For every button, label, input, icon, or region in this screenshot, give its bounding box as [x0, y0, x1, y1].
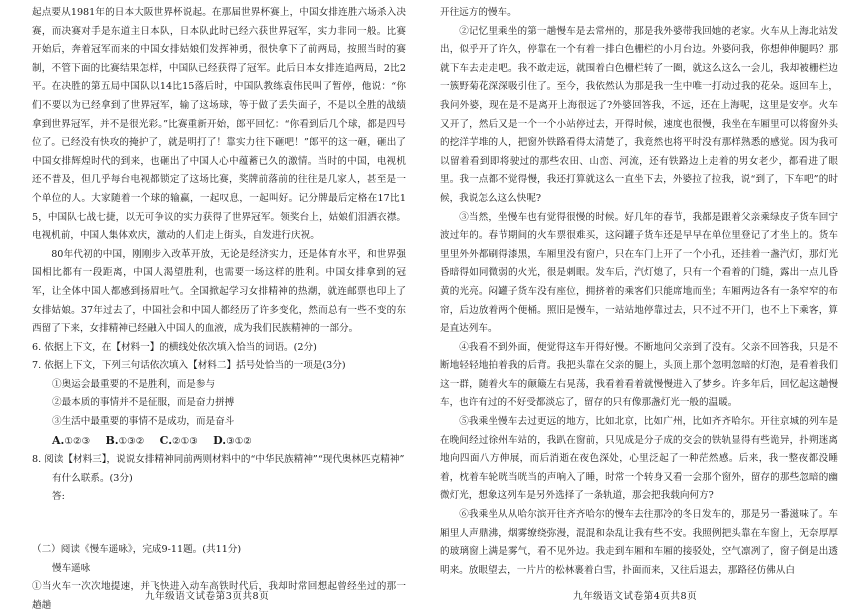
- story-paragraph-1: ①当火车一次次地提速，并飞快进入动车高铁时代后，我却时常回想起曾经坐过的那一趟趟: [32, 581, 406, 611]
- story-paragraph-5: ⑤我乘坐慢车去过更远的地方，比如北京，比如广州，比如齐齐哈尔。开往京城的列车是在晚间经过徐州车站的，我趴在窗前，只见成是分子成的交会的铁轨显得有些诡异，扑朔迷离地向四面八方伸展，而后消逝在夜色深处，心里泛起了一种茫然感。后来，我一整夜都没睡着，枕着车轮咣当咣当的声响入了睡，时常一个转身又看一会那个窗外，留存的那些忽暗的幽微灯光，想象这列车是另外选择了一条轨道，那会把我载向何方?: [440, 416, 838, 502]
- choice-a-text: ①②③: [64, 435, 91, 447]
- choice-c-letter: C.: [159, 433, 173, 447]
- choice-a-letter: A.: [52, 433, 65, 447]
- story-paragraph-3: ③当然，坐慢车也有觉得很慢的时候。好几年的春节，我都是跟着父亲乘绿皮子货车回宁波过年的。春节期间的火车票很难买，这闷罐子货车还是早早在单位里登记了才坐上的。货车里里外外都刷得漆黑，车厢里没有窗户，只在车门上开了一个小孔，还挂着一盏汽灯，那灯光昏暗得如同微弱的火光，很是刺眼。发车后，汽灯熄了，只有一个看着的门缝，露出一点儿昏黄的光亮。闷罐子货车没有座位，拥挤着的乘客们只能席地而坐；车厢两边各有一条窄窄的布帘，后边放着两个便桶。照旧是慢车，一站站地停靠过去，只不过不开门，也不上下乘客，算是直达列车。: [440, 211, 838, 335]
- story-paragraph-2: ②记忆里乘坐的第一趟慢车是去常州的，那是我外婆带我回她的老家。火车从上海北站发出，似乎开了许久，停靠在一个有着一排白色栅栏的小月台边。外婆问我，你想伸伸腿吗？那就下车去走走吧。我不敢走远，就围着白色栅栏转了一圈，就这么这么一会儿，我却被栅栏边一簇野菊花深深吸引住了。至今，我依然认为那是我一生中唯一打动过我的花朵。返回车上，我问外婆，现在是不是离开上海很远了?外婆回答我，不远，还在上海呢，这里是安亭。火车又开了，然后又是一个一个小站停过去，开得时候，速度也很慢，我坐在车厢里可以将窗外头的挖洋芋堆的人，把窗外铁路看得太清楚了，我竟然也将平时没有那样熟悉的感觉。因为我可以留着看到即将驶过的那些农田、山峦、河流，还有铁路边上走着的男女老少，都看进了眼里。我一点都不觉得慢，我还打算就这么一直坐下去，外婆拉了拉我，说“到了，下车吧”的时候，我说怎么这么快呢?: [440, 25, 838, 204]
- question-7: 7. 依据上下文，下列三句话依次填入【材料二】括号处恰当的一项是(3分): [32, 360, 346, 372]
- page-footer-right: 九年级语文试卷第4页共8页: [573, 591, 698, 602]
- story-paragraph-6: ⑥我乘坐从从哈尔滨开往齐齐哈尔的慢车去往那冷的冬日发车的，那是另一番滋味了。车厢里人声鼎沸，烟雾缭绕弥漫，混混和杂乱让我有些不安。我照例把头靠在车窗上，无奈厚厚的玻璃窗上满是雾气，看不见外边。我走到车厢和车厢的接驳处，空气凛冽了，窗子倒是出透明来。放眼望去，一片片的松林裹着白雪，扑面而来，又往后退去，那路径仿佛从白: [440, 509, 838, 576]
- page-footer-left: 九年级语文试卷第3页共8页: [145, 591, 270, 602]
- question-8-cont: 有什么联系。(3分): [52, 472, 133, 484]
- q7-choices: [32, 432, 406, 452]
- q7-option-1: ①奥运会最重要的不是胜利，而是参与: [52, 378, 216, 390]
- question-8: 8. 阅读【材料三】，说说女排精神同前两则材料中的“中华民族精神”“现代奥林匹克精神”: [32, 454, 405, 466]
- choice-b-letter: B.: [105, 433, 119, 447]
- left-page: [0, 0, 430, 611]
- choice-b-text: ①③②: [118, 435, 145, 447]
- story-paragraph-4: ④我看不到外面，便觉得这车开得好慢。不断地问父亲到了没有。父亲不回答我，只是不断地轻轻地拍着我的后背。我把头靠在父亲的腿上，头顶上那个忽明忽暗的灯泡，是看着我们这一群，随着火车的颠簸左右晃荡，我看着看着就慢慢进入了梦乡。许多年后，回忆起这趟慢车，也许有过的不好受都淡忘了，留存的只有像那盏灯光一般的温暖。: [440, 341, 838, 409]
- question-6: 6. 依据上下文，在【材料一】的横线处依次填入恰当的词语。(2分): [32, 341, 317, 353]
- q7-option-2: ②最本质的事情并不是征服，而是奋力拼搏: [52, 397, 235, 409]
- choice-c-text: ②①③: [172, 435, 198, 447]
- story-continued: 开往远方的慢车。: [440, 7, 517, 18]
- material-paragraph-1: 起点要从1981年的日本大阪世界杯说起。在那届世界杯赛上，中国女排连胜六场杀入决赛，而决赛对手是东道主日本队，日本队此时已经六获世界冠军，实力非同一般。比赛开始后，奔着冠军而来的中国女排姑娘们发挥神勇，很快拿下了前两局，按照当时的赛制，不管下面的比赛结果怎样，中国队已经获得了冠军。此后日本女排连追两局，2比2平。在决胜的第五局中国队以14比15落后时，中国队教练袁伟民叫了暂停，他说：“你们不要以为已经拿到了世界冠军，输了这场球，等于做了丢失面子，不是以全胜的战绩拿到世界冠军，并不是很光彩。”比赛重新开始，郎平回忆：“你看到后几个球，都是四号位了。已经没有快攻的掩护了，就是明打了！靠实力往下砸吧！”郎平的这一砸，砸出了中国女排辉煌时代的到来，也砸出了中国人心中蕴蓄已久的激情。当时的中国，电视机还不普及，但几乎每台电视都锁定了这场比赛，奖牌前落前的往往是几家人，甚至是一个单位的人。大家随着一个球的输赢，一起叹息，一起叫好。记分牌最后定格在17比15，中国队七战七捷，以无可争议的实力获得了世界冠军。领奖台上，姑娘们泪洒衣襟。电视机前，中国人集体欢庆，激动的人们走上街头，自发进行庆祝。: [32, 7, 406, 242]
- choice-d-text: ③①②: [226, 435, 252, 447]
- choice-d-letter: D.: [213, 433, 227, 447]
- q7-option-3: ③生活中最重要的事情不是成功，而是奋斗: [52, 416, 235, 428]
- answer-label: 答:: [52, 491, 65, 503]
- right-page: [430, 0, 860, 608]
- material-paragraph-2: 80年代初的中国，刚刚步入改革开放，无论是经济实力，还是体育水平，和世界强国相比都有一段距离，中国人渴望胜利，也需要一场这样的胜利。中国女排拿到的冠军，让全体中国人都感到扬眉吐气。全国掀起学习女排精神的热潮，就连邮票也印上了女排姑娘。37年过去了，中国社会和中国人都经历了许多变化，然而总有一些不变的东西留了下来，女排精神已经融入中国人的血液，成为我们民族精神的一部分。: [32, 248, 406, 335]
- story-title: 慢车遥咏: [52, 562, 91, 574]
- section-title: （二）阅读《慢车遥咏》，完成9-11题。(共11分): [32, 544, 242, 556]
